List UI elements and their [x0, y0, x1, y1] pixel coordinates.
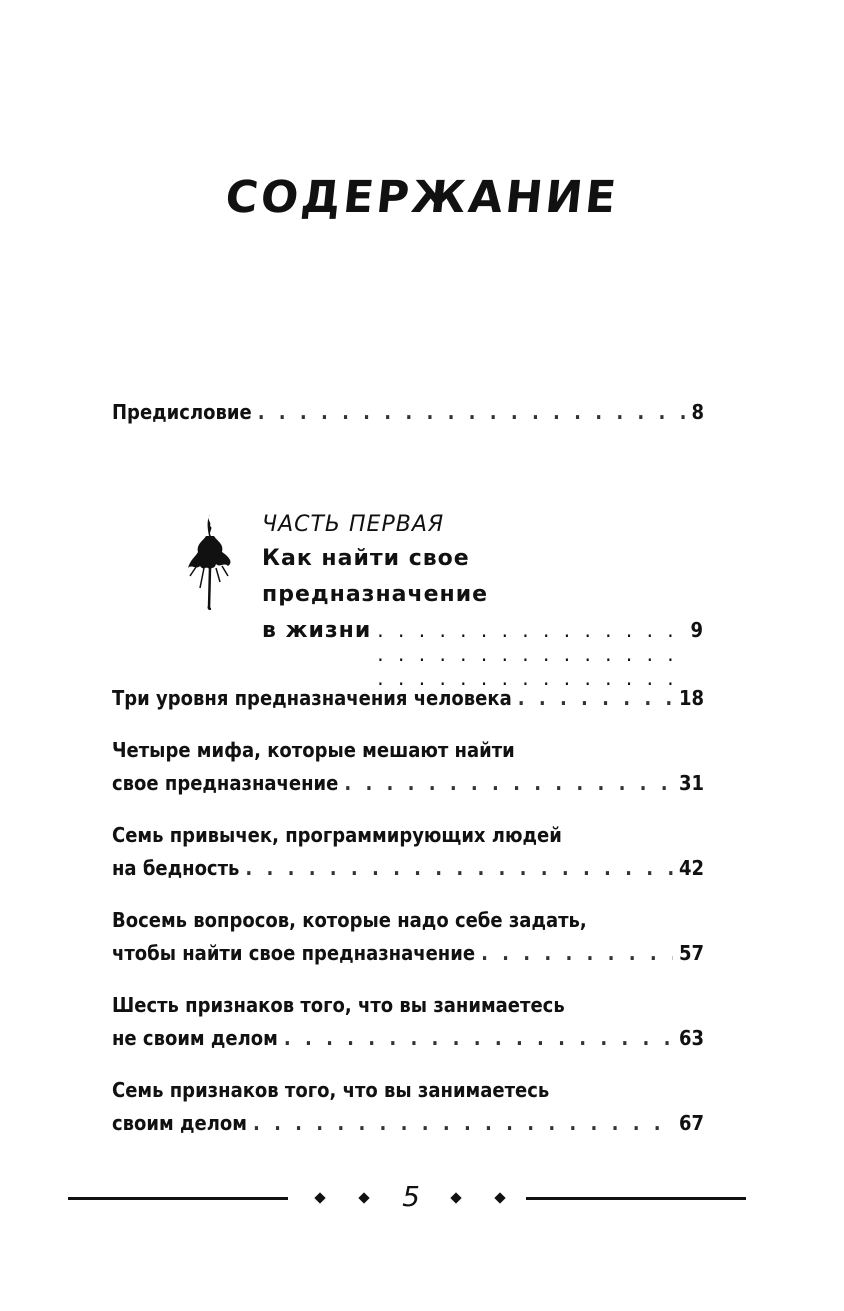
leader-dots	[518, 686, 673, 710]
toc-entry-page: 67	[678, 1111, 704, 1135]
toc-entry-label: Семь признаков того, что вы занимаетесь	[112, 1078, 550, 1102]
footer-rule-right	[526, 1197, 746, 1200]
toc-entry[interactable]	[112, 686, 704, 710]
footer-diamond-icon	[314, 1192, 325, 1203]
toc-entry-page: 57	[678, 941, 704, 965]
page-number: 5	[402, 1180, 420, 1213]
footer-diamond-icon	[494, 1192, 505, 1203]
toc-entry-part-one[interactable]	[262, 618, 704, 690]
toc-entry-label: на бедность	[112, 856, 240, 880]
toc-entry[interactable]	[112, 1111, 704, 1135]
toc-entry[interactable]	[112, 1026, 704, 1050]
toc-entry-label: Три уровня предназначения человека	[112, 686, 512, 710]
toc-entry-label: Восемь вопросов, которые надо себе задать,	[112, 908, 587, 932]
toc-entry-label: свое предназначение	[112, 771, 339, 795]
toc-entry-label: не своим делом	[112, 1026, 278, 1050]
leader-dots	[253, 1111, 673, 1135]
page-title: СОДЕРЖАНИЕ	[222, 172, 622, 223]
footer-diamond-icon	[450, 1192, 461, 1203]
part-illustration-icon	[184, 512, 236, 616]
leader-dots	[481, 941, 673, 965]
leader-dots	[344, 771, 673, 795]
part-title-line: предназначение	[262, 582, 489, 607]
toc-entry-page: 31	[678, 771, 704, 795]
footer-diamond-icon	[358, 1192, 369, 1203]
toc-entry-preface[interactable]	[112, 400, 704, 424]
toc-entry-label: Шесть признаков того, что вы занимаетесь	[112, 993, 565, 1017]
toc-entry[interactable]	[112, 941, 704, 965]
toc-entry-page: 42	[678, 856, 704, 880]
toc-entry-label: Семь привычек, программирующих людей	[112, 823, 562, 847]
part-title-line: Как найти свое	[262, 546, 470, 571]
toc-entry-label: Предисловие	[112, 400, 252, 424]
toc-entry-page: 63	[678, 1026, 704, 1050]
leader-dots	[377, 618, 684, 690]
footer-rule-left	[68, 1197, 288, 1200]
toc-entry[interactable]	[112, 771, 704, 795]
toc-entry-label: своим делом	[112, 1111, 247, 1135]
part-label: ЧАСТЬ ПЕРВАЯ	[262, 512, 445, 537]
toc-entry-label: чтобы найти свое предназначение	[112, 941, 476, 965]
toc-entry-page: 9	[690, 618, 704, 642]
toc-entry-label: Четыре мифа, которые мешают найти	[112, 738, 515, 762]
leader-dots	[258, 400, 686, 424]
toc-entry-page: 18	[678, 686, 704, 710]
leader-dots	[245, 856, 673, 880]
leader-dots	[284, 1026, 673, 1050]
toc-entry[interactable]	[112, 856, 704, 880]
part-title-line: в жизни	[262, 618, 372, 643]
toc-entry-page: 8	[691, 400, 704, 424]
